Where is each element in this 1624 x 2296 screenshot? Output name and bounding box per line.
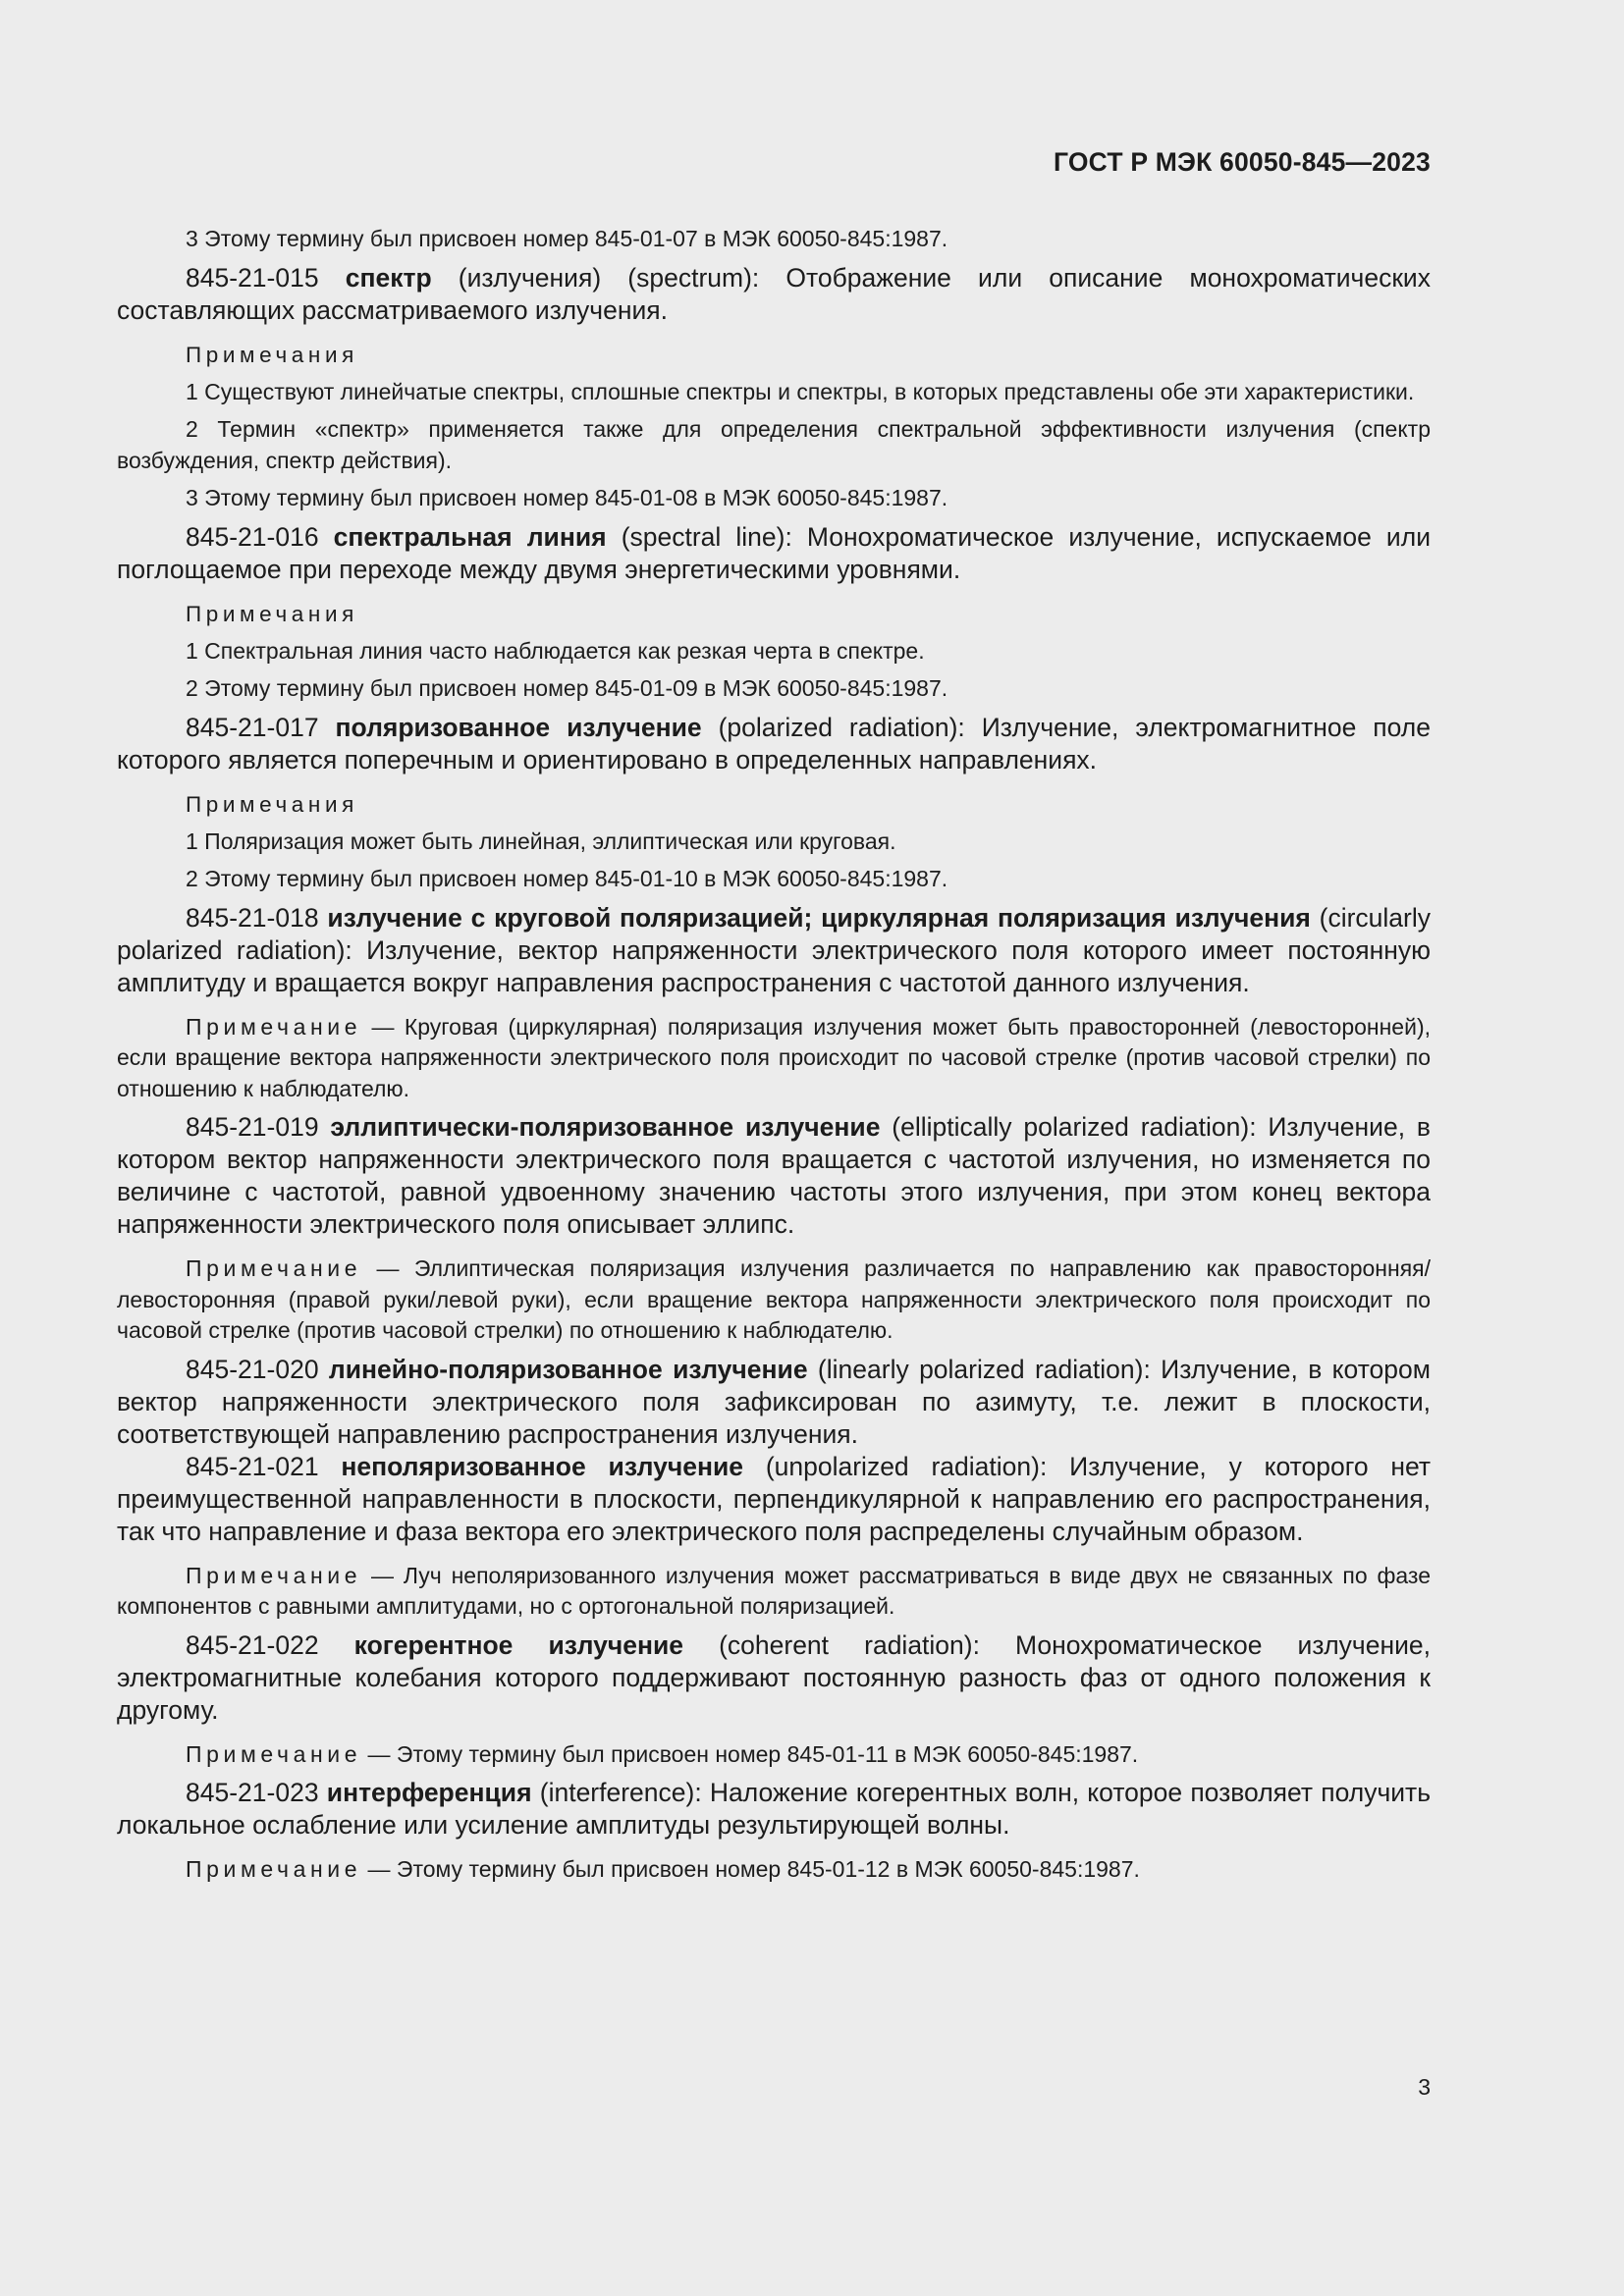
term-title: эллиптически-поляризованное излучение — [330, 1112, 881, 1142]
note-item: 1 Поляризация может быть линейная, эллиптическая или круговая. — [186, 828, 896, 854]
note-text: Этому термину был присвоен номер 845-01-12 в МЭК 60050-845:1987. — [396, 1856, 1140, 1882]
note-item: 2 Этому термину был присвоен номер 845-01-09 в МЭК 60050-845:1987. — [186, 675, 948, 701]
term-title: излучение с круговой поляризацией; циркулярная поляризация излучения — [327, 902, 1311, 933]
term-845-21-020 — [117, 1354, 1431, 1451]
term-title: спектральная линия — [333, 521, 607, 552]
term-845-21-018 — [117, 902, 1431, 999]
single-note: Примечание — Эллиптическая поляризация излучения различается по направлению как правосторонняя/левосторонняя (правой руки/левой руки), если вращение вектора напряженности электрического поля происходит по часовой стрелке (против часовой стрелки) по отношению к наблюдателю. — [117, 1255, 1432, 1343]
single-note: Примечание — Этому термину был присвоен номер 845-01-12 в МЭК 60050-845:1987. — [186, 1856, 1140, 1882]
term-845-21-021 — [117, 1451, 1431, 1548]
term-number: 845-21-022 — [186, 1629, 319, 1660]
term-number: 845-21-019 — [186, 1112, 319, 1142]
note-item: 1 Спектральная линия часто наблюдается как резкая черта в спектре. — [186, 637, 925, 664]
single-note: Примечание — Круговая (циркулярная) поляризация излучения может быть правосторонней (левосторонней), если вращение вектора напряженности электрического поля происходит по часовой стрелке (против часовой стрелки) по отношению к наблюдателю. — [117, 1013, 1431, 1101]
document-body — [117, 224, 1431, 1893]
term-definition: (излучения) (spectrum): Отображение или описание монохроматических составляющих рассматриваемого излучения. — [117, 262, 1431, 325]
term-845-21-016 — [117, 521, 1431, 586]
term-845-21-022 — [117, 1629, 1431, 1727]
note-heading: Примечание — [186, 1562, 362, 1588]
term-number: 845-21-020 — [186, 1354, 319, 1384]
term-definition: (elliptically polarized radiation): Излучение, в котором вектор напряженности электрического поля вращается с частотой излучения, но изменяется по величине с частотой, равной удвоенному значению частоты этого излучения, при этом конец вектора напряженности электрического поля описывает эллипс. — [117, 1112, 1431, 1239]
note-heading: Примечание — [186, 1740, 362, 1767]
note-text: Эллиптическая поляризация излучения различается по направлению как правосторонняя/левосторонняя (правой руки/левой руки), если вращение вектора напряженности электрического поля происходит по часовой стрелке (против часовой стрелки) по отношению к наблюдателю. — [117, 1255, 1432, 1343]
note-heading: Примечание — [186, 1255, 362, 1281]
top-note: 3 Этому термину был присвоен номер 845-01-07 в МЭК 60050-845:1987. — [186, 226, 948, 251]
notes-heading: Примечания — [186, 791, 358, 817]
note-text: Круговая (циркулярная) поляризация излучения может быть правосторонней (левосторонней), если вращение вектора напряженности электрического поля происходит по часовой стрелке (против часовой стрелки) по отношению к наблюдателю. — [117, 1013, 1431, 1101]
term-845-21-015 — [117, 262, 1431, 327]
term-title: интерференция — [326, 1778, 532, 1807]
term-definition: (coherent radiation): Монохроматическое излучение, электромагнитные колебания которого поддерживают постоянную разность фаз от одного положения к другому. — [117, 1629, 1431, 1725]
note-heading: Примечание — [186, 1013, 362, 1040]
term-definition: (unpolarized radiation): Излучение, у которого нет преимущественной направленности в плоскости, перпендикулярной к направлению его распространения, так что направление и фаза вектора его электрического поля распределены случайным образом. — [117, 1451, 1431, 1546]
term-title: неполяризованное излучение — [341, 1451, 744, 1481]
term-number: 845-21-018 — [186, 902, 319, 933]
term-definition: (interference): Наложение когерентных волн, которое позволяет получить локальное ослабление или усиление амплитуды результирующей волны. — [117, 1778, 1431, 1840]
note-text: Луч неполяризованного излучения может рассматриваться в виде двух не связанных по фазе компонентов с равными амплитудами, но с ортогональной поляризацией. — [117, 1562, 1432, 1619]
term-definition: (polarized radiation): Излучение, электромагнитное поле которого является поперечным и ориентировано в определенных направлениях. — [117, 712, 1431, 774]
term-845-21-017 — [117, 712, 1431, 776]
note-item: 2 Термин «спектр» применяется также для определения спектральной эффективности излучения (спектр возбуждения, спектр действия). — [117, 416, 1431, 473]
term-number: 845-21-015 — [186, 262, 319, 293]
document-header: ГОСТ Р МЭК 60050-845—2023 — [1054, 147, 1431, 177]
term-number: 845-21-021 — [186, 1451, 319, 1481]
term-title: спектр — [345, 262, 432, 293]
notes-heading: Примечания — [186, 342, 358, 367]
term-number: 845-21-016 — [186, 521, 319, 552]
term-title: поляризованное излучение — [335, 712, 702, 742]
note-item: 3 Этому термину был присвоен номер 845-01-08 в МЭК 60050-845:1987. — [186, 485, 948, 510]
term-title: линейно-поляризованное излучение — [328, 1354, 808, 1384]
page-number: 3 — [1418, 2074, 1431, 2100]
term-845-21-019 — [117, 1111, 1431, 1241]
note-text: Этому термину был присвоен номер 845-01-11 в МЭК 60050-845:1987. — [396, 1740, 1139, 1767]
single-note: Примечание — Луч неполяризованного излучения может рассматриваться в виде двух не связанных по фазе компонентов с равными амплитудами, но с ортогональной поляризацией. — [117, 1562, 1432, 1619]
term-definition: (circularly polarized radiation): Излучение, вектор напряженности электрического поля которого имеет постоянную амплитуду и вращается вокруг направления распространения с частотой данного излучения. — [117, 902, 1432, 997]
term-number: 845-21-017 — [186, 712, 319, 742]
term-definition: (linearly polarized radiation): Излучение, в котором вектор напряженности электрического поля зафиксирован по азимуту, т.е. лежит в плоскости, соответствующей направлению распространения излучения. — [117, 1354, 1431, 1449]
note-item: 1 Существуют линейчатые спектры, сплошные спектры и спектры, в которых представлены обе эти характеристики. — [186, 378, 1415, 404]
note-heading: Примечание — [186, 1856, 362, 1882]
term-845-21-023 — [117, 1777, 1431, 1842]
term-number: 845-21-023 — [186, 1778, 319, 1807]
single-note: Примечание — Этому термину был присвоен номер 845-01-11 в МЭК 60050-845:1987. — [186, 1740, 1139, 1767]
term-title: когерентное излучение — [353, 1629, 683, 1660]
note-item: 2 Этому термину был присвоен номер 845-01-10 в МЭК 60050-845:1987. — [186, 866, 948, 891]
term-definition: (spectral line): Монохроматическое излучение, испускаемое или поглощаемое при переходе между двумя энергетическими уровнями. — [117, 521, 1431, 584]
notes-heading: Примечания — [186, 601, 358, 626]
